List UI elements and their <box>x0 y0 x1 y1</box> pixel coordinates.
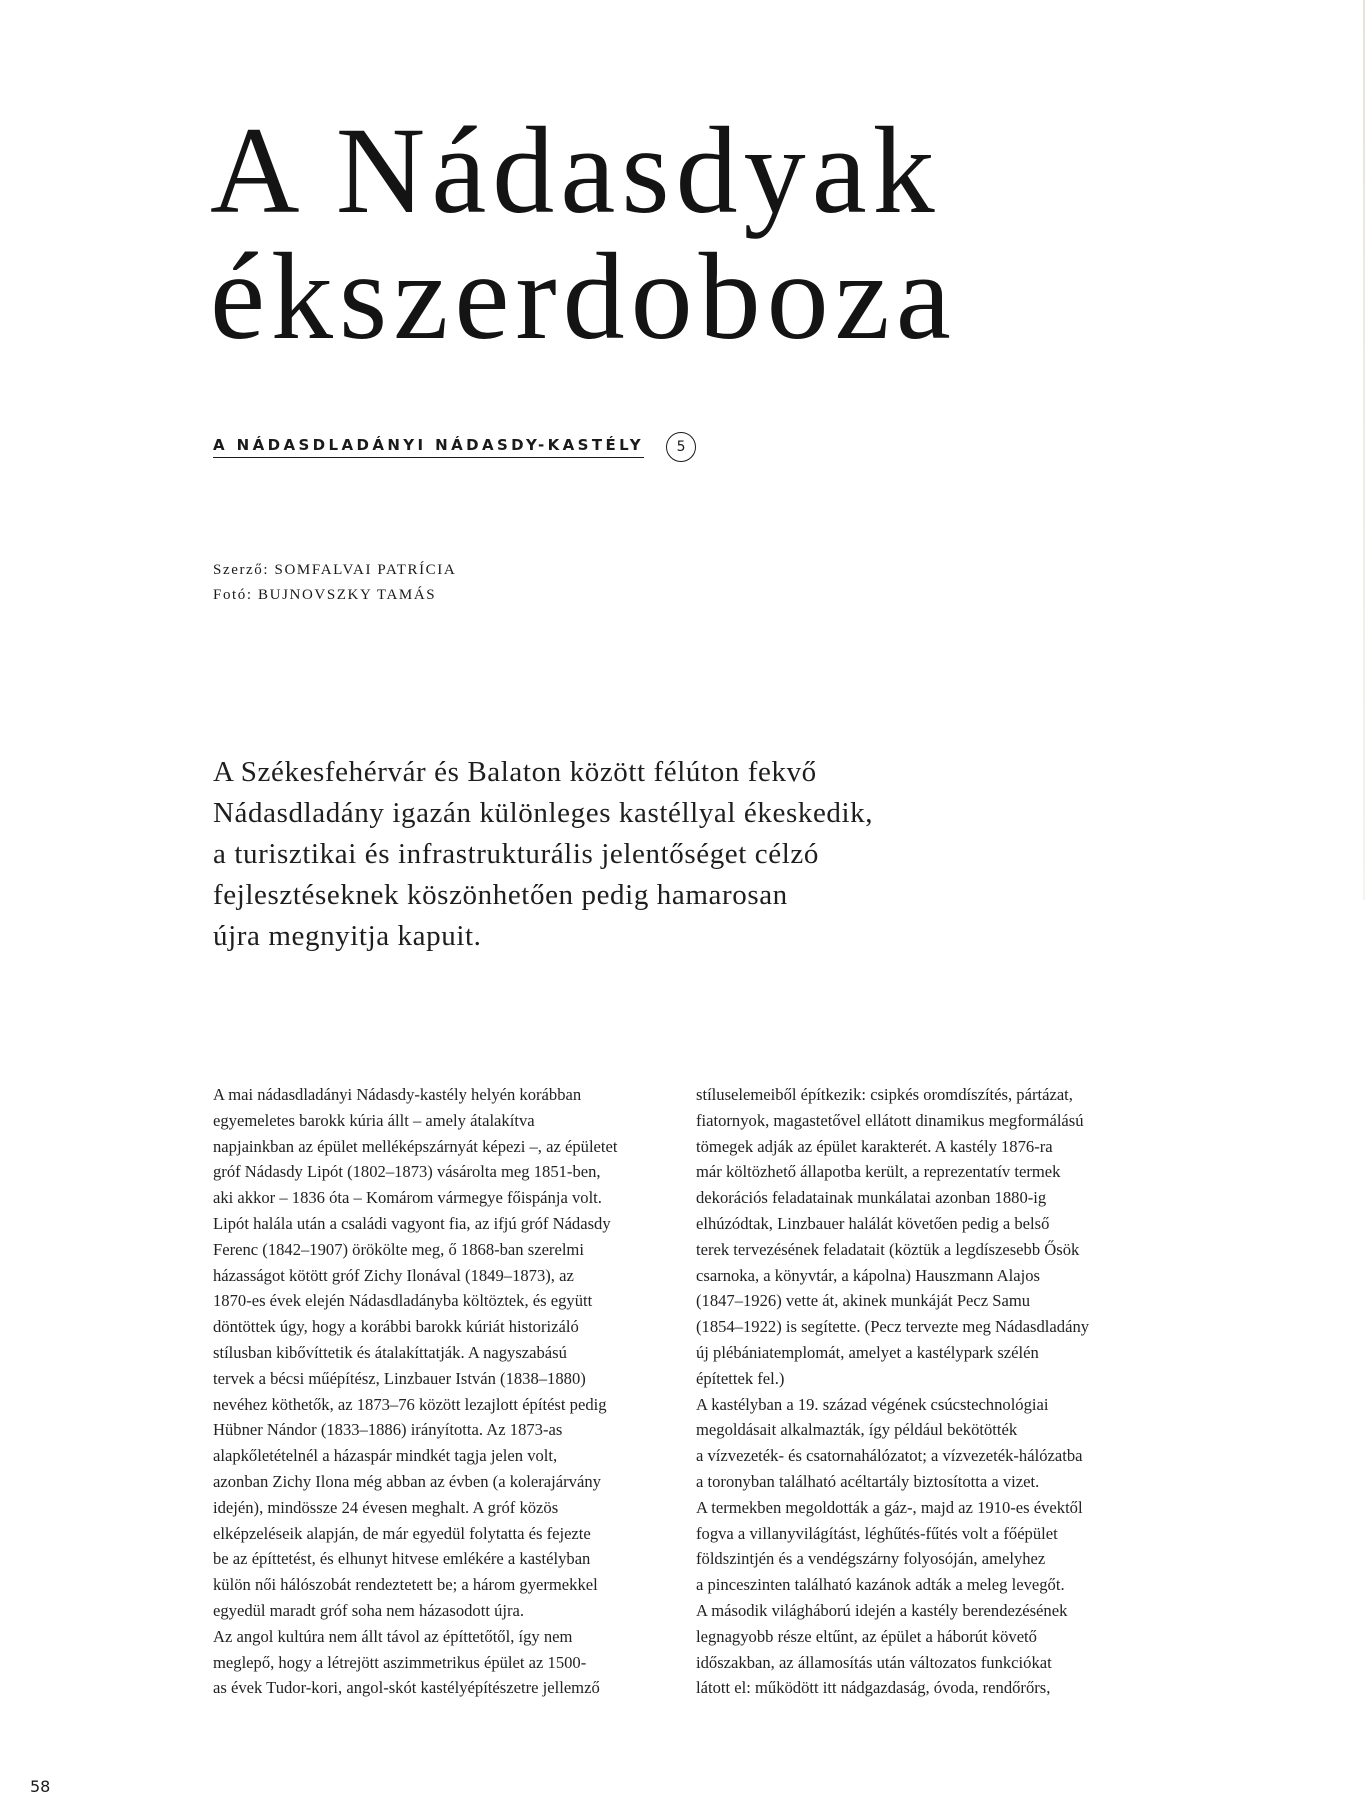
lead-line: A Székesfehérvár és Balaton között félúton fekvő <box>213 756 817 788</box>
body-line: döntöttek úgy, hogy a korábbi barokk kúriát historizáló <box>213 1317 579 1337</box>
lead-paragraph <box>213 752 973 957</box>
body-line: Lipót halála után a családi vagyont fia, az ifjú gróf Nádasdy <box>213 1213 611 1233</box>
body-line: a pinceszinten található kazánok adták a meleg levegőt. <box>696 1575 1065 1595</box>
body-line: a vízvezeték- és csatornahálózatot; a vízvezeték-hálózatba <box>696 1446 1083 1466</box>
author-credit <box>213 558 456 583</box>
body-line: építettek fel.) <box>696 1368 785 1388</box>
body-line: Az angol kultúra nem állt távol az építtetőtől, így nem <box>213 1626 573 1646</box>
article-subtitle: A NÁDASDLADÁNYI NÁDASDY-KASTÉLY <box>213 436 644 458</box>
body-line: stílusban kibővíttetik és átalakíttatják. A nagyszabású <box>213 1342 567 1362</box>
lead-line: fejlesztéseknek köszönhetően pedig hamarosan <box>213 879 788 911</box>
body-column-right <box>696 1082 1166 1701</box>
page-number: 58 <box>30 1777 51 1796</box>
lead-line: a turisztikai és infrastrukturális jelentőséget célzó <box>213 838 819 870</box>
body-line: stíluselemeiből építkezik: csipkés oromdíszítés, pártázat, <box>696 1085 1073 1104</box>
body-line: egyemeletes barokk kúria állt – amely átalakítva <box>213 1110 535 1130</box>
body-line: aki akkor – 1836 óta – Komárom vármegye főispánja volt. <box>213 1188 602 1208</box>
article-subtitle-row <box>213 432 696 462</box>
body-line: A termekben megoldották a gáz-, majd az 1910-es évektől <box>696 1497 1083 1517</box>
body-line: napjainkban az épület melléképszárnyát képezi –, az épületet <box>213 1136 618 1156</box>
author-name: SOMFALVAI PATRÍCIA <box>274 562 457 578</box>
body-line: 1870-es évek elején Nádasdladányba költöztek, és együtt <box>213 1291 593 1311</box>
body-line: meglepő, hogy a létrejött aszimmetrikus épület az 1500- <box>213 1652 587 1672</box>
body-line: elhúzódtak, Linzbauer halálát követően pedig a belső <box>696 1213 1050 1233</box>
body-line: A kastélyban a 19. század végének csúcstechnológiai <box>696 1394 1049 1414</box>
body-line: (1854–1922) is segítette. (Pecz tervezte meg Nádasdladány <box>696 1317 1090 1337</box>
body-line: terek tervezésének feladatait (köztük a legdíszesebb Ősök <box>696 1239 1080 1259</box>
body-line: Hübner Nándor (1833–1886) irányította. Az 1873-as <box>213 1420 563 1440</box>
photo-label: Fotó: <box>213 587 253 603</box>
body-line: gróf Nádasdy Lipót (1802–1873) vásárolta meg 1851-ben, <box>213 1162 601 1182</box>
author-label: Szerző: <box>213 562 270 578</box>
body-line: külön női hálószobát rendeztetett be; a három gyermekkel <box>213 1575 598 1595</box>
body-line: látott el: működött itt nádgazdaság, óvoda, rendőrőrs, <box>696 1678 1051 1698</box>
photo-name: BUJNOVSZKY TAMÁS <box>258 587 437 603</box>
body-line: elképzeléseik alapján, de már egyedül folytatta és fejezte <box>213 1523 591 1543</box>
article-credits <box>213 558 456 608</box>
body-column-left <box>213 1082 683 1701</box>
chapter-number-badge: 5 <box>666 432 696 462</box>
body-line: nevéhez köthetők, az 1873–76 között lezajlott építést pedig <box>213 1394 607 1414</box>
body-line: dekorációs feladatainak munkálatai azonban 1880-ig <box>696 1188 1047 1208</box>
body-line: egyedül maradt gróf soha nem házasodott újra. <box>213 1600 525 1620</box>
body-line: csarnoka, a könyvtár, a kápolna) Hauszmann Alajos <box>696 1265 1041 1285</box>
body-line: már költözhető állapotba került, a reprezentatív termek <box>696 1162 1061 1182</box>
body-line: (1847–1926) vette át, akinek munkáját Pecz Samu <box>696 1291 1031 1311</box>
body-line: as évek Tudor-kori, angol-skót kastélyépítészetre jellemző <box>213 1678 600 1698</box>
lead-line: újra megnyitja kapuit. <box>213 920 482 952</box>
photo-credit <box>213 583 456 608</box>
body-line: Ferenc (1842–1907) örökölte meg, ő 1868-ban szerelmi <box>213 1239 584 1259</box>
body-line: A második világháború idején a kastély berendezésének <box>696 1600 1068 1620</box>
lead-line: Nádasdladány igazán különleges kastéllyal ékeskedik, <box>213 797 874 829</box>
body-line: időszakban, az államosítás után változatos funkciókat <box>696 1652 1052 1672</box>
body-line: legnagyobb része eltűnt, az épület a háborút követő <box>696 1626 1037 1646</box>
body-line: fogva a villanyvilágítást, léghűtés-fűtés volt a főépület <box>696 1523 1058 1543</box>
body-line: idején), mindössze 24 évesen meghalt. A gróf közös <box>213 1497 559 1517</box>
article-title-line-2: ékszerdoboza <box>210 228 957 365</box>
body-line: új plébániatemplomát, amelyet a kastélypark szélén <box>696 1342 1039 1362</box>
body-line: be az építtetést, és elhunyt hitvese emlékére a kastélyban <box>213 1549 591 1569</box>
body-line: földszintjén és a vendégszárny folyosóján, amelyhez <box>696 1549 1046 1569</box>
article-title-line-1: A Nádasdyak <box>210 102 941 239</box>
body-line: fiatornyok, magastetővel ellátott dinamikus megformálású <box>696 1110 1084 1130</box>
body-line: megoldásait alkalmazták, így például bekötötték <box>696 1420 1018 1440</box>
body-line: alapkőletételnél a házaspár mindkét tagja jelen volt, <box>213 1446 558 1466</box>
article-title <box>210 102 1210 365</box>
body-line: A mai nádasdladányi Nádasdy-kastély helyén korábban <box>213 1085 582 1104</box>
body-line: azonban Zichy Ilona még abban az évben (a kolerajárvány <box>213 1471 601 1491</box>
body-line: tömegek adják az épület karakterét. A kastély 1876-ra <box>696 1136 1053 1156</box>
body-line: a toronyban található acéltartály biztosította a vizet. <box>696 1471 1040 1491</box>
body-line: házasságot kötött gróf Zichy Ilonával (1849–1873), az <box>213 1265 574 1285</box>
body-line: tervek a bécsi műépítész, Linzbauer István (1838–1880) <box>213 1368 586 1388</box>
